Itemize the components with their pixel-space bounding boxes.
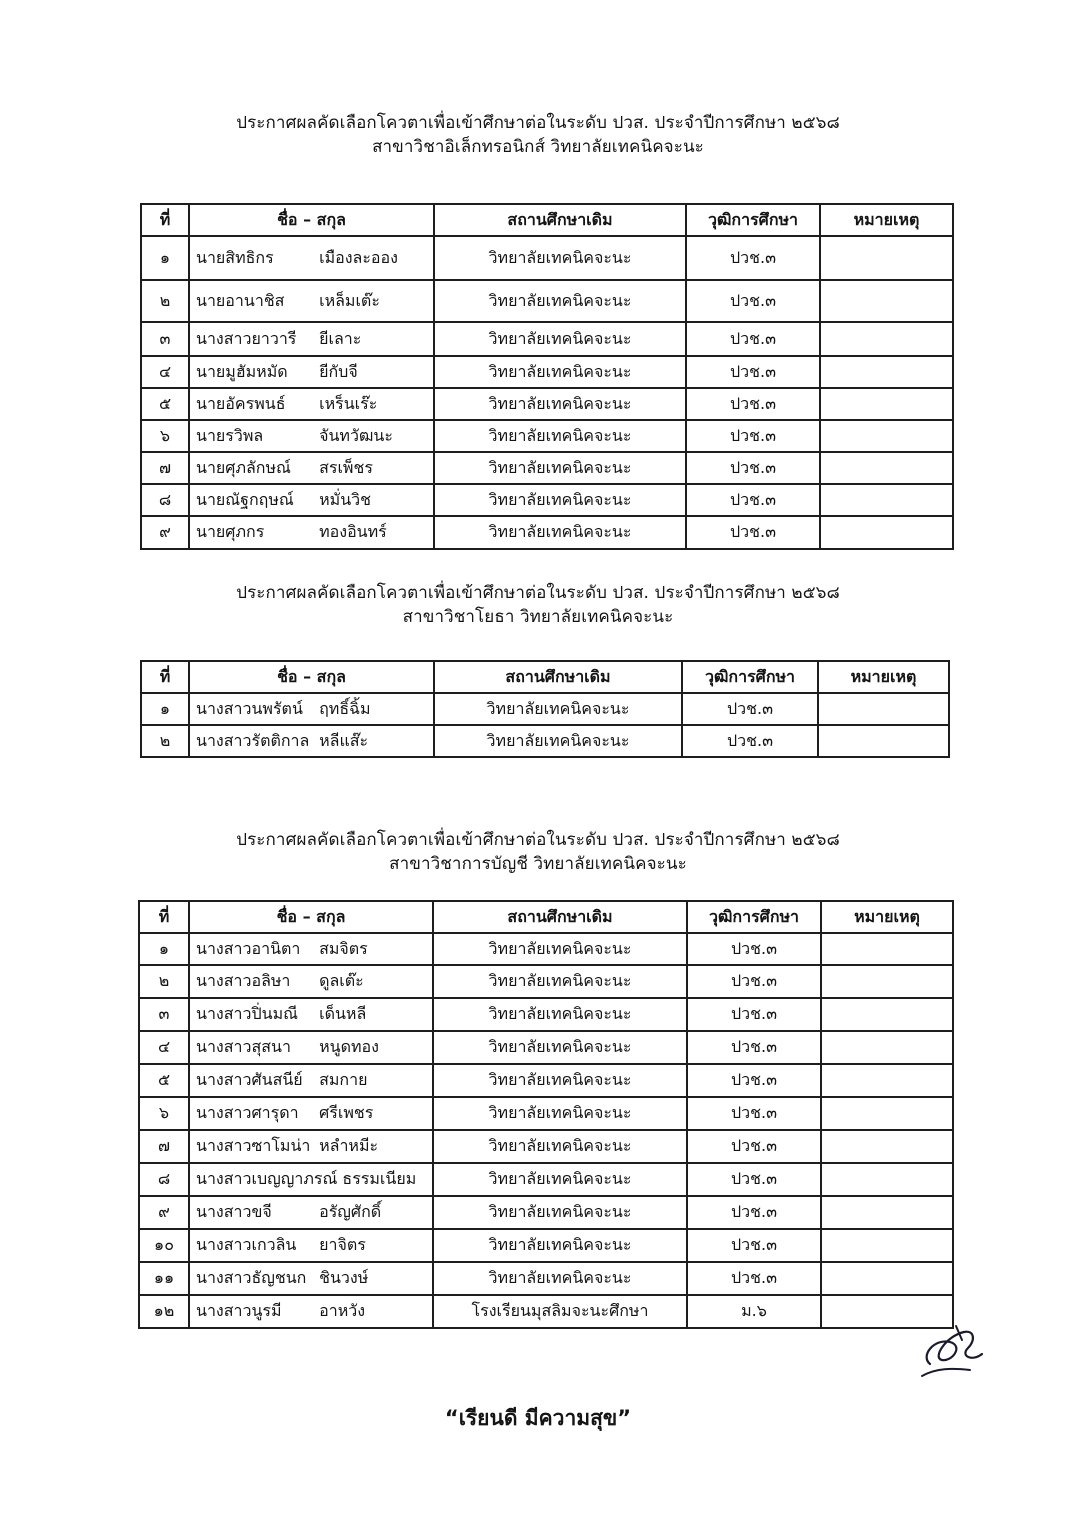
last-name: เมืองละออง [319,247,398,267]
student-name [189,388,434,420]
table-row [139,1262,953,1295]
first-name: นางสาวซาโมน่า [196,1136,311,1155]
row-number: ๔ [139,1031,189,1064]
table-row [139,933,953,965]
remarks [821,1196,953,1229]
section-heading [0,581,1076,629]
first-name: นางสาวธัญชนก [196,1268,307,1287]
row-number: ๒ [139,965,189,998]
table-row [141,280,953,322]
remarks [820,322,953,356]
previous-school: วิทยาลัยเทคนิคจะนะ [433,1163,687,1196]
first-name: นายณัฐกฤษณ์ [196,489,294,509]
last-name: ดูลเต๊ะ [319,971,364,990]
qualification: ปวช.๓ [687,933,821,965]
row-number: ๑ [141,693,189,725]
student-name [189,1031,433,1064]
previous-school: วิทยาลัยเทคนิคจะนะ [433,1097,687,1130]
header-remarks: หมายเหตุ [818,661,949,693]
row-number: ๙ [141,516,189,549]
table-row [141,516,953,549]
qualification: ปวช.๓ [687,1229,821,1262]
qualification: ม.๖ [687,1295,821,1328]
last-name: ชินวงษ์ [319,1268,369,1287]
student-name [189,452,434,484]
first-name: นางสาวสุสนา [196,1037,291,1056]
section-subtitle: สาขาวิชาการบัญชี วิทยาลัยเทคนิคจะนะ [389,854,687,874]
table-header-row [139,901,953,933]
remarks [818,725,949,757]
student-name [189,693,434,725]
table-row [141,420,953,452]
remarks [821,1229,953,1262]
previous-school: วิทยาลัยเทคนิคจะนะ [433,1262,687,1295]
last-name: สมกาย [319,1070,368,1089]
first-name: นายศุภลักษณ์ [196,457,291,477]
qualification: ปวช.๓ [687,1262,821,1295]
student-name [189,420,434,452]
student-name [189,1097,433,1130]
previous-school: วิทยาลัยเทคนิคจะนะ [433,965,687,998]
section-heading [0,828,1076,876]
first-name: นางสาวรัตติกาล [196,730,310,750]
remarks [821,998,953,1031]
previous-school: โรงเรียนมุสลิมจะนะศึกษา [433,1295,687,1328]
last-name: ยาจิตร [319,1235,366,1254]
previous-school: วิทยาลัยเทคนิคจะนะ [434,693,682,725]
previous-school: วิทยาลัยเทคนิคจะนะ [434,725,682,757]
header-school: สถานศึกษาเดิม [434,661,682,693]
student-name [189,1229,433,1262]
row-number: ๑๐ [139,1229,189,1262]
table-row [141,693,949,725]
last-name: หนูดทอง [319,1037,379,1056]
previous-school: วิทยาลัยเทคนิคจะนะ [433,998,687,1031]
previous-school: วิทยาลัยเทคนิคจะนะ [433,1031,687,1064]
remarks [821,1031,953,1064]
first-name: นางสาวเบญญาภรณ์ [196,1169,338,1188]
last-name: หลีแส๊ะ [319,730,369,750]
first-name: นายอานาชิส [196,290,285,310]
header-number: ที่ [141,661,189,693]
row-number: ๘ [139,1163,189,1196]
first-name: นายศุภกร [196,522,265,541]
last-name: ธรรมเนียม [342,1169,417,1188]
remarks [821,1163,953,1196]
first-name: นางสาวอานิตา [196,938,301,958]
remarks [821,1262,953,1295]
last-name: เหล็มเต๊ะ [319,290,380,310]
previous-school: วิทยาลัยเทคนิคจะนะ [434,388,686,420]
row-number: ๔ [141,356,189,388]
table-row [141,236,953,280]
previous-school: วิทยาลัยเทคนิคจะนะ [433,1196,687,1229]
results-table [140,660,950,758]
header-school: สถานศึกษาเดิม [433,901,687,933]
previous-school: วิทยาลัยเทคนิคจะนะ [434,420,686,452]
qualification: ปวช.๓ [687,1097,821,1130]
table-row [141,356,953,388]
table-row [139,1229,953,1262]
table-row [139,1295,953,1328]
row-number: ๒ [141,725,189,757]
last-name: อาหวัง [319,1301,366,1320]
row-number: ๖ [141,420,189,452]
header-number: ที่ [141,204,189,236]
previous-school: วิทยาลัยเทคนิคจะนะ [433,933,687,965]
first-name: นางสาวขจี [196,1202,272,1221]
qualification: ปวช.๓ [687,1196,821,1229]
previous-school: วิทยาลัยเทคนิคจะนะ [434,356,686,388]
remarks [821,1097,953,1130]
student-name [189,236,434,280]
student-name [189,1262,433,1295]
row-number: ๓ [139,998,189,1031]
previous-school: วิทยาลัยเทคนิคจะนะ [434,280,686,322]
table-row [141,484,953,516]
table-row [141,388,953,420]
remarks [821,1064,953,1097]
header-remarks: หมายเหตุ [820,204,953,236]
qualification: ปวช.๓ [682,725,818,757]
student-name [189,933,433,965]
row-number: ๑๒ [139,1295,189,1328]
qualification: ปวช.๓ [686,484,820,516]
first-name: นายสิทธิกร [196,247,274,267]
last-name: เหร็นเร๊ะ [319,393,378,413]
table-row [139,1130,953,1163]
section-title: ประกาศผลคัดเลือกโควตาเพื่อเข้าศึกษาต่อในระดับ ปวส. ประจำปีการศึกษา ๒๕๖๘ [236,830,840,850]
previous-school: วิทยาลัยเทคนิคจะนะ [433,1130,687,1163]
qualification: ปวช.๓ [686,236,820,280]
first-name: นายรวิพล [196,425,264,445]
remarks [821,1130,953,1163]
section-subtitle: สาขาวิชาอิเล็กทรอนิกส์ วิทยาลัยเทคนิคจะนะ [372,137,704,157]
first-name: นางสาวปิ่นมณี [196,1004,298,1023]
qualification: ปวช.๓ [686,280,820,322]
previous-school: วิทยาลัยเทคนิคจะนะ [434,236,686,280]
student-name [189,484,434,516]
header-number: ที่ [139,901,189,933]
remarks [818,693,949,725]
qualification: ปวช.๓ [687,1130,821,1163]
results-table [140,203,954,550]
student-name [189,280,434,322]
header-qualification: วุฒิการศึกษา [682,661,818,693]
last-name: หลำหมีะ [319,1136,379,1155]
table-header-row [141,661,949,693]
student-name [189,1196,433,1229]
last-name: สรเพ็ชร [319,457,373,477]
table-row [141,725,949,757]
row-number: ๘ [141,484,189,516]
header-qualification: วุฒิการศึกษา [687,901,821,933]
last-name: ยีเลาะ [319,328,362,348]
table-row [139,1064,953,1097]
student-name [189,322,434,356]
row-number: ๑๑ [139,1262,189,1295]
student-name [189,516,434,549]
previous-school: วิทยาลัยเทคนิคจะนะ [434,322,686,356]
section-subtitle: สาขาวิชาโยธา วิทยาลัยเทคนิคจะนะ [402,607,674,627]
remarks [820,236,953,280]
qualification: ปวช.๓ [686,420,820,452]
remarks [821,933,953,965]
previous-school: วิทยาลัยเทคนิคจะนะ [433,1064,687,1097]
table-row [139,1031,953,1064]
qualification: ปวช.๓ [686,452,820,484]
student-name [189,1064,433,1097]
remarks [821,965,953,998]
section-heading [0,111,1076,159]
header-remarks: หมายเหตุ [821,901,953,933]
table-row [139,998,953,1031]
last-name: ยีกับจี [319,361,358,381]
row-number: ๗ [141,452,189,484]
previous-school: วิทยาลัยเทคนิคจะนะ [434,516,686,549]
row-number: ๙ [139,1196,189,1229]
row-number: ๑ [139,933,189,965]
qualification: ปวช.๓ [687,1163,821,1196]
header-name: ชื่อ – สกุล [189,661,434,693]
first-name: นางสาวนพรัตน์ [196,698,303,718]
student-name [189,725,434,757]
first-name: นางสาวอลิษา [196,971,291,990]
row-number: ๒ [141,280,189,322]
last-name: หมั่นวิช [319,489,371,509]
header-name: ชื่อ – สกุล [189,901,433,933]
first-name: นางสาวศันสนีย์ [196,1070,303,1089]
closing-motto: “เรียนดี มีความสุข” [444,1406,632,1430]
student-name [189,965,433,998]
table-row [139,1163,953,1196]
last-name: ฤทธิ์ฉิ้ม [319,698,371,718]
row-number: ๖ [139,1097,189,1130]
qualification: ปวช.๓ [682,693,818,725]
table-row [139,1196,953,1229]
qualification: ปวช.๓ [686,356,820,388]
first-name: นางสาวศารุดา [196,1103,299,1122]
qualification: ปวช.๓ [687,1031,821,1064]
row-number: ๗ [139,1130,189,1163]
remarks [820,452,953,484]
qualification: ปวช.๓ [686,516,820,549]
remarks [820,484,953,516]
last-name: ศรีเพชร [319,1103,374,1122]
last-name: อรัญศักดิ์ [319,1202,382,1221]
row-number: ๑ [141,236,189,280]
student-name [189,998,433,1031]
previous-school: วิทยาลัยเทคนิคจะนะ [433,1229,687,1262]
first-name: นางสาวเกวลิน [196,1235,297,1254]
remarks [820,516,953,549]
header-school: สถานศึกษาเดิม [434,204,686,236]
table-row [141,452,953,484]
student-name [189,1130,433,1163]
qualification: ปวช.๓ [687,965,821,998]
student-name [189,356,434,388]
last-name: จันทวัฒนะ [319,425,393,445]
last-name: เด็นหลี [319,1004,367,1023]
last-name: ทองอินทร์ [319,522,387,541]
header-name: ชื่อ – สกุล [189,204,434,236]
remarks [820,388,953,420]
qualification: ปวช.๓ [686,388,820,420]
student-name [189,1163,433,1196]
first-name: นายอัครพนธ์ [196,393,286,413]
signature-mark [912,1318,992,1388]
qualification: ปวช.๓ [686,322,820,356]
section-title: ประกาศผลคัดเลือกโควตาเพื่อเข้าศึกษาต่อในระดับ ปวส. ประจำปีการศึกษา ๒๕๖๘ [236,583,840,603]
table-header-row [141,204,953,236]
last-name: สมจิตร [319,938,368,958]
qualification: ปวช.๓ [687,998,821,1031]
previous-school: วิทยาลัยเทคนิคจะนะ [434,452,686,484]
row-number: ๓ [141,322,189,356]
section-title: ประกาศผลคัดเลือกโควตาเพื่อเข้าศึกษาต่อในระดับ ปวส. ประจำปีการศึกษา ๒๕๖๘ [236,113,840,133]
first-name: นางสาวยาวารี [196,328,297,348]
header-qualification: วุฒิการศึกษา [686,204,820,236]
table-row [139,965,953,998]
table-row [139,1097,953,1130]
previous-school: วิทยาลัยเทคนิคจะนะ [434,484,686,516]
first-name: นายมูฮัมหมัด [196,361,288,381]
row-number: ๕ [141,388,189,420]
remarks [820,356,953,388]
student-name [189,1295,433,1328]
first-name: นางสาวนูรมี [196,1301,282,1320]
remarks [820,280,953,322]
remarks [820,420,953,452]
table-row [141,322,953,356]
row-number: ๕ [139,1064,189,1097]
qualification: ปวช.๓ [687,1064,821,1097]
results-table [138,900,954,1329]
